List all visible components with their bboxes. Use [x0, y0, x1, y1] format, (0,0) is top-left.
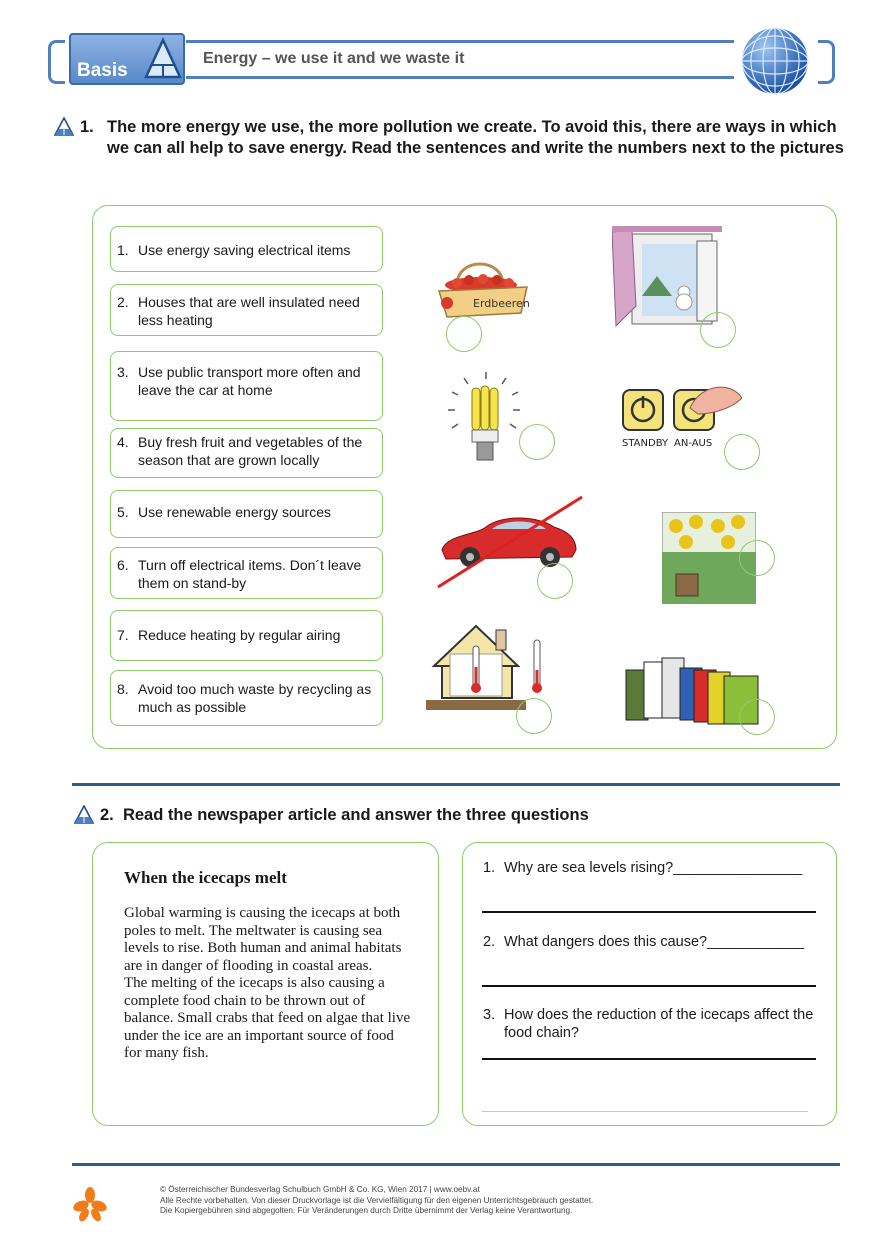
article-title: When the icecaps melt [124, 868, 287, 887]
question-text: Why are sea levels rising?________________ [504, 860, 803, 876]
question-text: What dangers does this cause?____________ [504, 934, 804, 950]
answer-circle[interactable] [446, 316, 482, 352]
answer-line[interactable] [482, 1111, 808, 1112]
sentence-text: Reduce heating by regular airing [138, 627, 341, 643]
sentence-card [110, 610, 383, 661]
basket-label: Erdbeeren [473, 297, 530, 310]
exercise-2-number: 2. [100, 806, 114, 824]
sentence-number: 5. [117, 504, 129, 520]
sentence-text: Houses that are well insulated need less heating [138, 294, 360, 328]
question-item [483, 1006, 823, 1042]
sentence-text: Use public transport more often and leave the car at home [138, 364, 361, 398]
sentence-number: 1. [117, 242, 129, 258]
question-number: 1. [483, 860, 496, 876]
answer-line[interactable] [482, 985, 816, 987]
section-divider [72, 783, 840, 786]
answer-circle[interactable] [516, 698, 552, 734]
footer-line: © Österreichischer Bundesverlag Schulbuch GmbH & Co. KG, Wien 2017 | www.oebv.at [160, 1185, 480, 1194]
globe-icon [740, 26, 810, 96]
header-line-top [186, 40, 734, 43]
exercise-2-instruction [100, 806, 589, 825]
sentence-text: Use renewable energy sources [138, 504, 331, 520]
question-text: How does the reduction of the icecaps affect the food chain? [504, 1007, 814, 1041]
pyramid-icon [74, 805, 94, 825]
sentence-number: 3. [117, 364, 129, 380]
footer-divider [72, 1163, 840, 1166]
sentence-text: Turn off electrical items. Don´t leave them on stand-by [138, 557, 362, 591]
exercise-1-number: 1. [80, 118, 94, 136]
sentence-card [110, 428, 383, 478]
sentence-number: 2. [117, 294, 129, 310]
sentence-card [110, 670, 383, 726]
sentence-text: Avoid too much waste by recycling as much as possible [138, 681, 372, 715]
sentence-card [110, 351, 383, 421]
answer-circle[interactable] [739, 699, 775, 735]
level-badge-label: Basis [77, 60, 128, 81]
header-bracket-right [818, 40, 835, 84]
answer-circle[interactable] [739, 540, 775, 576]
page-title: Energy – we use it and we waste it [203, 50, 465, 67]
publisher-logo-icon [72, 1186, 108, 1222]
footer-line: Alle Rechte vorbehalten. Von dieser Druckvorlage ist die Vervielfältigung für den eigenen Unterrichtsgebrauch gestattet. [160, 1195, 594, 1205]
exercise-1-text: The more energy we use, the more pollution we create. To avoid this, there are ways in which we can all help to save energy. Read the sentences and write the numbers next to the pictures [107, 118, 844, 157]
answer-circle[interactable] [519, 424, 555, 460]
exercise-1-instruction [80, 117, 860, 157]
pyramid-icon [143, 37, 183, 81]
questions-panel [462, 842, 837, 1126]
answer-circle[interactable] [537, 563, 573, 599]
sentence-card [110, 226, 383, 272]
sentence-text: Buy fresh fruit and vegetables of the season that are grown locally [138, 434, 363, 468]
copyright-footer [160, 1185, 593, 1217]
sentence-text: Use energy saving electrical items [138, 242, 351, 258]
answer-circle[interactable] [700, 312, 736, 348]
header-line-bottom [186, 76, 734, 79]
sentence-number: 4. [117, 434, 129, 450]
energy-saving-bulb-picture [444, 370, 524, 470]
sentence-number: 8. [117, 681, 129, 697]
footer-line: Die Kopiergebühren sind abgegolten. Für Veränderungen durch Dritte übernimmt der Verlag keine Verantwortung. [160, 1206, 573, 1215]
answer-circle[interactable] [724, 434, 760, 470]
sentence-card [110, 490, 383, 538]
level-badge [69, 33, 185, 85]
article-body: Global warming is causing the icecaps at both poles to melt. The meltwater is causing sea levels to rise. Both human and animal habitats are in danger of flooding in coastal areas. The melting of the icecaps is also causing a complete food chain to be thrown out of balance. Small crabs that feed on algae that live under the ice are an important source of food for many fish. [124, 905, 411, 1061]
question-item [483, 859, 823, 877]
pyramid-icon [54, 117, 74, 137]
answer-line[interactable] [482, 1058, 816, 1060]
question-number: 3. [483, 1007, 496, 1023]
onoff-label: AN-AUS [674, 438, 713, 449]
question-number: 2. [483, 934, 496, 950]
standby-label: STANDBY [622, 438, 669, 449]
sentence-card [110, 284, 383, 336]
header-bracket-left [48, 40, 65, 84]
strawberry-basket-picture [435, 255, 530, 325]
exercise-2-text: Read the newspaper article and answer the three questions [122, 806, 589, 824]
answer-line[interactable] [482, 911, 816, 913]
question-item [483, 933, 823, 951]
sentence-card [110, 547, 383, 599]
sentence-number: 7. [117, 627, 129, 643]
sentence-number: 6. [117, 557, 129, 573]
